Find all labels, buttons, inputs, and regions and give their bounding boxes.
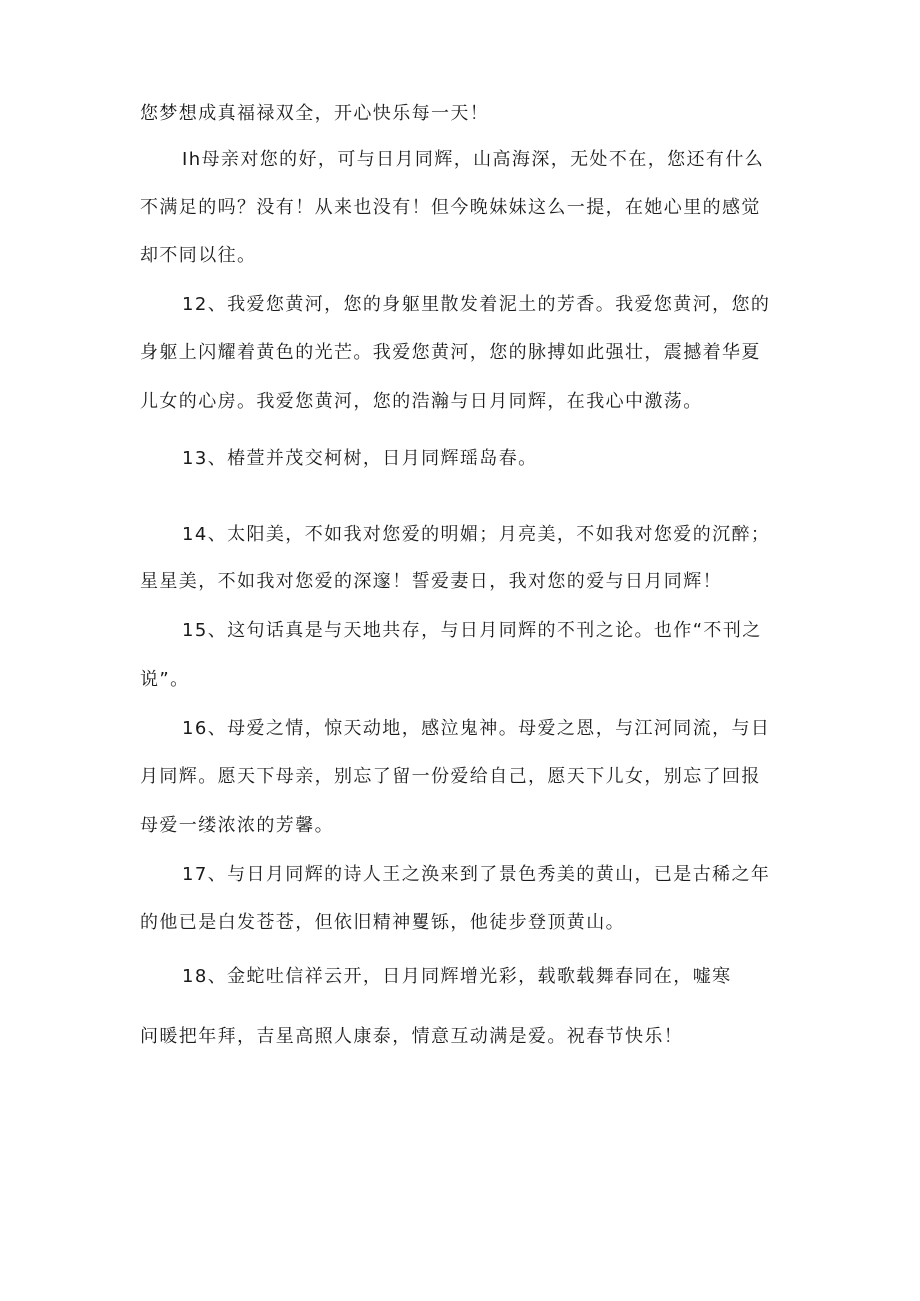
paragraph-13: 13、椿萱并茂交柯树，日月同辉瑶岛春。 bbox=[182, 448, 538, 469]
text-line: 身躯上闪耀着黄色的光芒。我爱您黄河，您的脉搏如此强壮，震撼着华夏 bbox=[140, 342, 761, 363]
paragraph-start-line: Ih母亲对您的好，可与日月同辉，山高海深，无处不在，您还有什么 bbox=[182, 149, 765, 170]
text-line: 月同辉。愿天下母亲，别忘了留一份爱给自己，愿天下儿女，别忘了回报 bbox=[140, 766, 761, 787]
paragraph-12-start: 12、我爱您黄河，您的身躯里散发着泥土的芳香。我爱您黄河，您的 bbox=[182, 294, 771, 315]
text-line: 的他已是白发苍苍，但依旧精神矍铄，他徒步登顶黄山。 bbox=[140, 912, 625, 933]
text-line: 母爱一缕浓浓的芳馨。 bbox=[140, 815, 334, 836]
paragraph-16-start: 16、母爱之情，惊天动地，感泣鬼神。母爱之恩，与江河同流，与日 bbox=[182, 718, 771, 739]
paragraph-14-start: 14、太阳美，不如我对您爱的明媚；月亮美，不如我对您爱的沉醉； bbox=[182, 524, 771, 545]
paragraph-17-start: 17、与日月同辉的诗人王之涣来到了景色秀美的黄山，已是古稀之年 bbox=[182, 864, 771, 885]
text-line: 您梦想成真福禄双全，开心快乐每一天！ bbox=[140, 103, 490, 124]
text-line: 说”。 bbox=[140, 669, 190, 690]
text-line: 星星美，不如我对您爱的深邃！誓爱妻日，我对您的爱与日月同辉！ bbox=[140, 571, 722, 592]
paragraph-18-start: 18、金蛇吐信祥云开，日月同辉增光彩，载歌载舞春同在，嘘寒 bbox=[182, 966, 732, 987]
text-line: 却不同以往。 bbox=[140, 245, 257, 266]
paragraph-15-start: 15、这句话真是与天地共存，与日月同辉的不刊之论。也作“不刊之 bbox=[182, 620, 762, 641]
text-line: 问暖把年拜，吉星高照人康泰，情意互动满是爱。祝春节快乐！ bbox=[140, 1026, 684, 1047]
text-line: 儿女的心房。我爱您黄河，您的浩瀚与日月同辉，在我心中激荡。 bbox=[140, 391, 703, 412]
text-line: 不满足的吗？没有！从来也没有！但今晚妹妹这么一提，在她心里的感觉 bbox=[140, 197, 761, 218]
